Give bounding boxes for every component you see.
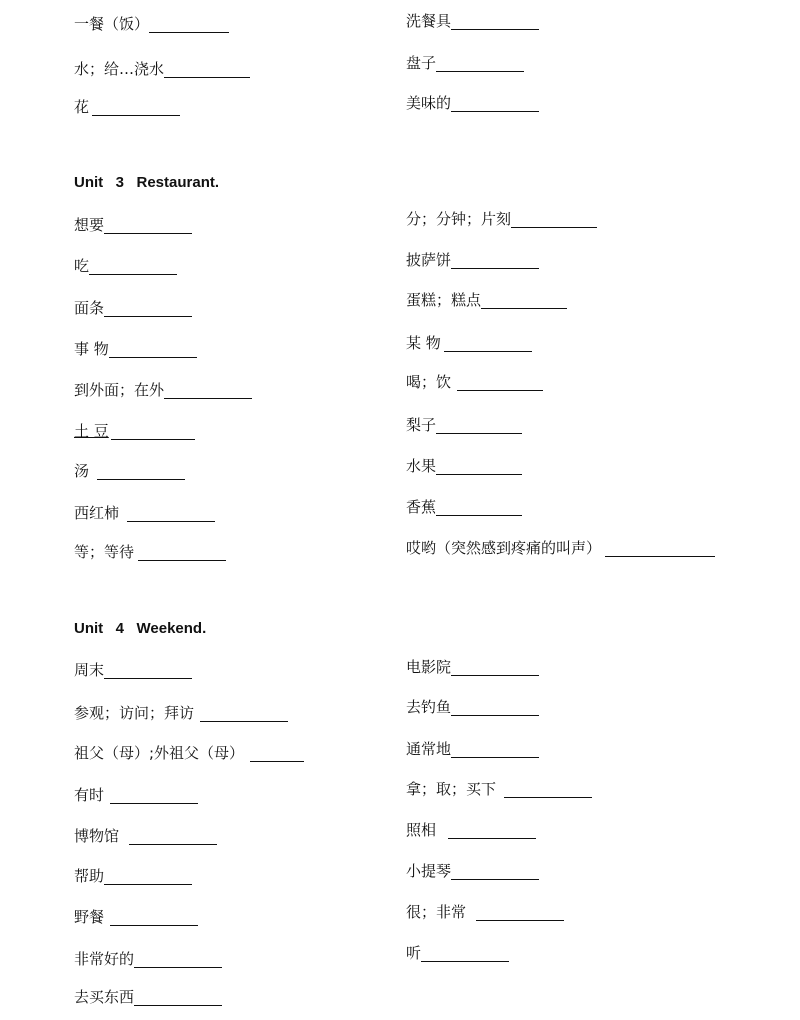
vocab-word: 帮助 — [74, 867, 105, 885]
vocab-word: 水；给…浇水 — [74, 60, 165, 78]
answer-blank[interactable] — [200, 705, 288, 722]
vocab-item — [406, 415, 522, 437]
vocab-item — [406, 372, 543, 394]
vocab-item — [74, 826, 217, 848]
vocab-word: 某 物 — [406, 334, 441, 352]
vocab-word: 博物馆 — [74, 827, 120, 845]
vocab-item — [74, 743, 304, 765]
answer-blank[interactable] — [451, 699, 539, 716]
answer-blank[interactable] — [451, 741, 539, 758]
answer-blank[interactable] — [451, 13, 539, 30]
vocab-item — [406, 497, 522, 519]
answer-blank[interactable] — [97, 463, 185, 480]
vocab-word: 野餐 — [74, 908, 105, 926]
answer-blank[interactable] — [605, 540, 715, 557]
vocab-word: 通常地 — [406, 740, 452, 758]
vocab-item — [406, 53, 524, 75]
vocab-word: 美味的 — [406, 94, 452, 112]
vocab-word: 祖父（母）;外祖父（母） — [74, 744, 245, 762]
vocab-word: 蛋糕；糕点 — [406, 291, 482, 309]
vocab-item — [74, 542, 226, 564]
vocab-item — [406, 739, 539, 761]
vocab-word: 一餐（饭） — [74, 15, 150, 33]
vocab-item — [406, 209, 597, 231]
vocab-item — [74, 421, 195, 443]
vocab-word: 西红柿 — [74, 504, 120, 522]
vocab-word: 听 — [406, 944, 422, 962]
vocab-word: 照相 — [406, 821, 437, 839]
vocab-item — [406, 902, 564, 924]
vocab-item — [74, 256, 177, 278]
answer-blank[interactable] — [104, 662, 192, 679]
vocab-word: 水果 — [406, 457, 437, 475]
vocab-word: 有时 — [74, 786, 105, 804]
answer-blank[interactable] — [104, 217, 192, 234]
vocab-item — [74, 949, 222, 971]
answer-blank[interactable] — [134, 951, 222, 968]
answer-blank[interactable] — [104, 868, 192, 885]
vocab-item — [74, 785, 198, 807]
vocab-word: 等；等待 — [74, 543, 135, 561]
vocab-word: 汤 — [74, 462, 90, 480]
answer-blank[interactable] — [109, 341, 197, 358]
answer-blank[interactable] — [127, 505, 215, 522]
vocab-item — [74, 987, 222, 1009]
answer-blank[interactable] — [250, 745, 304, 762]
vocab-word: 披萨饼 — [406, 251, 452, 269]
answer-blank[interactable] — [110, 909, 198, 926]
vocab-item — [406, 93, 539, 115]
vocab-item — [74, 380, 252, 402]
vocab-item — [74, 339, 197, 361]
vocab-item — [74, 215, 192, 237]
vocab-word: 香蕉 — [406, 498, 437, 516]
vocab-item — [406, 456, 522, 478]
vocab-item — [406, 861, 539, 883]
vocab-word: 分；分钟；片刻 — [406, 210, 512, 228]
vocab-word: 面条 — [74, 299, 105, 317]
vocab-word: 土 豆 — [74, 422, 109, 440]
vocab-item — [406, 657, 539, 679]
vocab-item — [406, 290, 567, 312]
vocab-word: 哎哟（突然感到疼痛的叫声） — [406, 539, 602, 557]
vocab-item — [74, 14, 229, 36]
vocab-word: 想要 — [74, 216, 105, 234]
vocab-word: 小提琴 — [406, 862, 452, 880]
answer-blank[interactable] — [138, 544, 226, 561]
answer-blank[interactable] — [448, 822, 536, 839]
vocab-word: 非常好的 — [74, 950, 135, 968]
vocab-word: 梨子 — [406, 416, 437, 434]
answer-blank[interactable] — [451, 863, 539, 880]
vocab-item — [406, 250, 539, 272]
answer-blank[interactable] — [436, 458, 522, 475]
vocab-word: 拿；取；买下 — [406, 780, 497, 798]
vocab-word: 吃 — [74, 257, 90, 275]
vocab-word: 事 物 — [74, 340, 109, 358]
vocab-word: 盘子 — [406, 54, 437, 72]
answer-blank[interactable] — [164, 61, 250, 78]
vocab-word: 洗餐具 — [406, 12, 452, 30]
vocab-item — [74, 97, 180, 119]
answer-blank[interactable] — [436, 499, 522, 516]
vocab-word: 电影院 — [406, 658, 452, 676]
vocab-word: 很；非常 — [406, 903, 467, 921]
vocab-word: 去买东西 — [74, 988, 135, 1006]
vocab-item — [74, 703, 288, 725]
vocab-word: 参观；访问；拜访 — [74, 704, 195, 722]
answer-blank[interactable] — [104, 300, 192, 317]
vocab-item — [406, 779, 592, 801]
vocab-word: 去钓鱼 — [406, 698, 452, 716]
vocab-item — [74, 298, 192, 320]
answer-blank[interactable] — [451, 252, 539, 269]
answer-blank[interactable] — [511, 211, 597, 228]
vocab-item — [406, 333, 532, 355]
vocab-item — [406, 697, 539, 719]
vocab-item — [74, 907, 198, 929]
answer-blank[interactable] — [504, 781, 592, 798]
answer-blank[interactable] — [89, 258, 177, 275]
vocab-word: 周末 — [74, 661, 105, 679]
answer-blank[interactable] — [436, 417, 522, 434]
answer-blank[interactable] — [481, 292, 567, 309]
unit-4-heading: Unit 4 Weekend. — [74, 620, 207, 637]
vocab-item — [74, 503, 215, 525]
answer-blank[interactable] — [451, 95, 539, 112]
vocab-item — [74, 660, 192, 682]
answer-blank[interactable] — [164, 382, 252, 399]
answer-blank[interactable] — [444, 335, 532, 352]
vocab-item — [406, 943, 509, 965]
vocab-word: 花 — [74, 98, 90, 116]
vocab-item — [74, 866, 192, 888]
answer-blank[interactable] — [457, 374, 543, 391]
vocab-word: 喝；饮 — [406, 373, 452, 391]
answer-blank[interactable] — [149, 16, 229, 33]
vocab-item — [406, 538, 715, 560]
answer-blank[interactable] — [421, 945, 509, 962]
unit-3-heading: Unit 3 Restaurant. — [74, 174, 220, 191]
vocab-item — [74, 461, 185, 483]
answer-blank[interactable] — [111, 423, 195, 440]
answer-blank[interactable] — [451, 659, 539, 676]
answer-blank[interactable] — [476, 904, 564, 921]
answer-blank[interactable] — [129, 828, 217, 845]
answer-blank[interactable] — [92, 99, 180, 116]
answer-blank[interactable] — [134, 989, 222, 1006]
vocab-item — [406, 11, 539, 33]
answer-blank[interactable] — [110, 787, 198, 804]
vocab-word: 到外面；在外 — [74, 381, 165, 399]
vocab-item — [74, 59, 250, 81]
answer-blank[interactable] — [436, 55, 524, 72]
vocab-item — [406, 820, 536, 842]
